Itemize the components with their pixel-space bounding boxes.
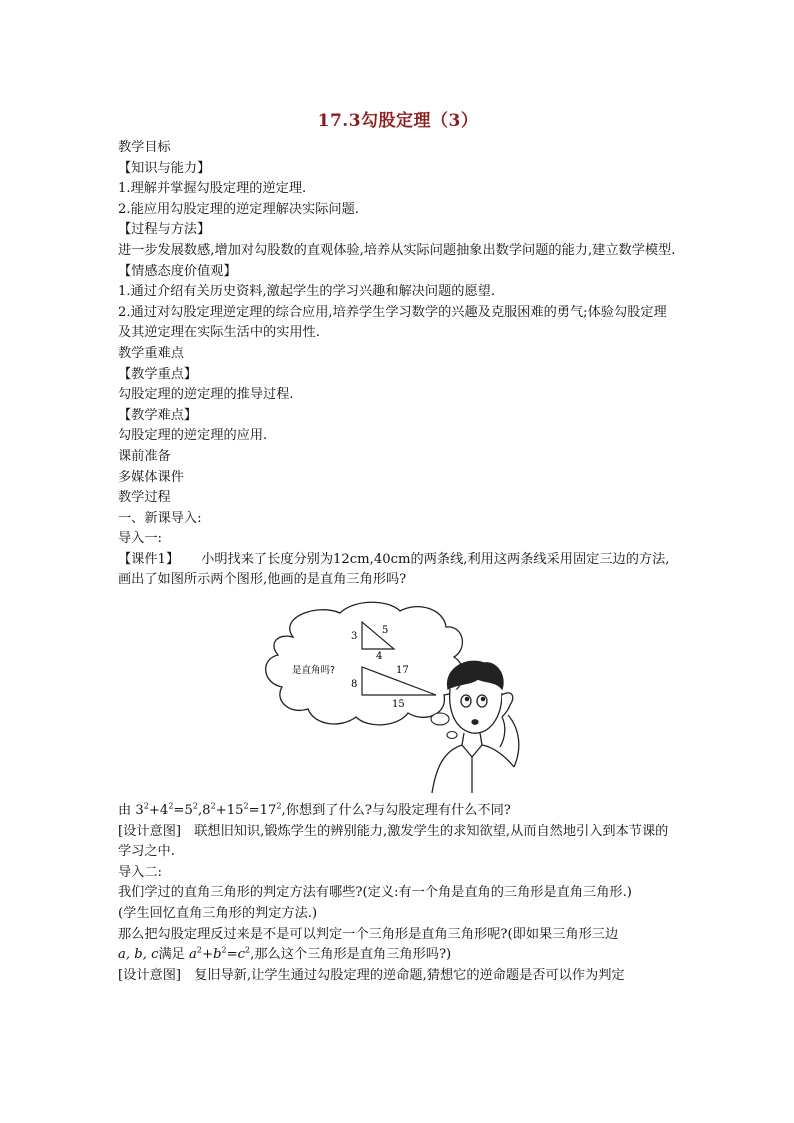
courseware-label: 【课件1】 [118, 551, 180, 567]
label-8: 8 [351, 679, 358, 691]
text-line: 多媒体课件 [118, 469, 184, 485]
thinking-boy-illustration [118, 597, 678, 793]
bubble-question: 是直角吗? [292, 665, 336, 677]
eq-sup: 2 [276, 801, 282, 811]
paragraph: 2.通过对勾股定理逆定理的综合应用,培养学生学习数学的兴趣及克服困难的勇气;体验勾股定理及其逆定理在实际生活中的实用性. [118, 304, 667, 341]
text-line: 我们学过的直角三角形的判定方法有哪些?(定义:有一个角是直角的三角形是直角三角形.) [118, 885, 632, 901]
page-title: 17.3勾股定理（3） [317, 111, 479, 131]
label-3: 3 [351, 631, 358, 643]
text-part: ,那么这个三角形是直角三角形吗?) [250, 947, 452, 963]
variables: a, b, c [118, 947, 159, 963]
eq-a: a [189, 947, 197, 963]
paragraph-courseware [118, 550, 678, 591]
label-4: 4 [376, 651, 383, 663]
subheading-focus: 【教学重点】 [118, 366, 198, 382]
section-heading-process: 教学过程 [118, 490, 171, 506]
section-heading-preparation: 课前准备 [118, 448, 171, 464]
text-line: 导入一: [118, 531, 163, 547]
label-17: 17 [396, 665, 409, 677]
eq-part: +4 [148, 803, 169, 819]
text-line: 勾股定理的逆定理的推导过程. [118, 387, 294, 403]
thought-bubble-tiny [447, 732, 457, 739]
eq-sup: 2 [243, 801, 249, 811]
eq-sup: 2 [168, 801, 174, 811]
text-line: 那么把勾股定理反过来是不是可以判定一个三角形是直角三角形呢?(即如果三角形三边 [118, 926, 619, 942]
subheading-process: 【过程与方法】 [118, 222, 211, 238]
text-line: 2.能应用勾股定理的逆定理解决实际问题. [118, 201, 359, 217]
eq-sup: 2 [245, 945, 251, 955]
subheading-difficulty: 【教学难点】 [118, 407, 198, 423]
thought-bubble-small [431, 713, 449, 725]
text-line: (学生回忆直角三角形的判定方法.) [118, 906, 318, 922]
text-line: 1.理解并掌握勾股定理的逆定理. [118, 181, 307, 197]
design-intent-paragraph: [设计意图] 联想旧知识,锻炼学生的辨别能力,激发学生的求知欲望,从而自然地引入到本节课的学习之中. [118, 823, 669, 860]
eq-sup: 2 [143, 801, 149, 811]
subheading-attitude: 【情感态度价值观】 [118, 263, 237, 279]
eq-sup: 2 [221, 945, 227, 955]
eq-sup: 2 [210, 801, 216, 811]
section-heading-key-points: 教学重难点 [118, 345, 184, 361]
equation-line-abc [118, 945, 678, 966]
illustration-figure [118, 597, 678, 793]
section-heading-objectives: 教学目标 [118, 140, 171, 155]
paragraph: 进一步发展数感,增加对勾股数的直观体验,培养从实际问题抽象出数学问题的能力,建立数学模型. [118, 242, 676, 258]
text-part: 满足 [158, 947, 190, 963]
eq-part: ,你想到了什么?与勾股定理有什么不同? [281, 803, 511, 819]
text-line: 导入二: [118, 864, 163, 880]
eq-part: 由 3 [118, 803, 144, 819]
subheading-knowledge: 【知识与能力】 [118, 160, 211, 176]
eq-c: =c [226, 947, 246, 963]
text-line: 勾股定理的逆定理的应用. [118, 428, 268, 444]
eq-sup: 2 [192, 801, 198, 811]
label-15: 15 [392, 699, 405, 711]
eq-b: +b [202, 947, 222, 963]
eq-part: =17 [248, 803, 277, 819]
design-intent-line: [设计意图] 复旧导新,让学生通过勾股定理的逆命题,猜想它的逆命题是否可以作为判定 [118, 967, 625, 983]
document-body [118, 138, 678, 986]
thought-cloud [266, 602, 463, 725]
text-line: 1.通过介绍有关历史资料,激起学生的学习兴趣和解决问题的愿望. [118, 284, 496, 300]
label-5: 5 [382, 625, 389, 637]
eq-part: =5 [173, 803, 193, 819]
eq-sup: 2 [196, 945, 203, 955]
eq-part: ,8 [197, 803, 211, 819]
courseware-text: 小明找来了长度分别为12cm,40cm的两条线,利用这两条线采用固定三边的方法,画出了如图所示两个图形,他画的是直角三角形吗? [118, 551, 670, 588]
text-line: 一、新课导入: [118, 510, 202, 526]
equation-line [118, 801, 678, 822]
eq-part: +15 [215, 803, 244, 819]
